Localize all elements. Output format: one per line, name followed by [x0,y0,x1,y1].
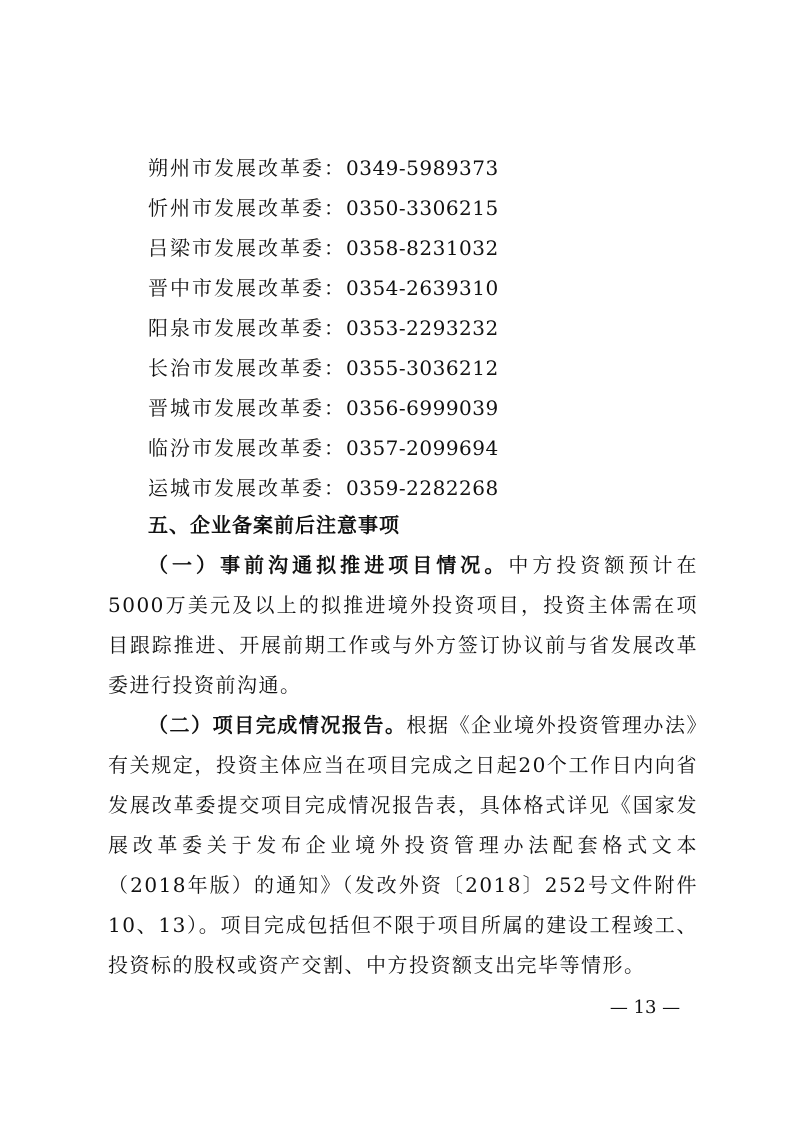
contact-phone: 0349-5989373 [346,156,499,180]
paragraph-completion-report [108,705,698,985]
contact-list [148,148,708,508]
contact-label: 晋城市发展改革委： [148,396,346,420]
contact-label: 阳泉市发展改革委： [148,316,346,340]
contact-label: 朔州市发展改革委： [148,156,346,180]
contact-phone: 0355-3036212 [346,356,499,380]
page-number: — 13 — [609,997,681,1018]
paragraph-lead: （一）事前沟通拟推进项目情况。 [148,553,509,577]
contact-phone: 0358-8231032 [346,236,499,260]
contact-phone: 0353-2293232 [346,316,499,340]
contact-line [148,388,708,428]
contact-line [148,148,708,188]
contact-label: 长治市发展改革委： [148,356,346,380]
contact-label: 运城市发展改革委： [148,476,346,500]
contact-phone: 0356-6999039 [346,396,499,420]
contact-line [148,348,708,388]
contact-line [148,268,708,308]
contact-phone: 0350-3306215 [346,196,499,220]
contact-line [148,428,708,468]
contact-line [148,308,708,348]
contact-line [148,228,708,268]
contact-phone: 0357-2099694 [346,436,499,460]
paragraph-lead: （二）项目完成情况报告。 [148,713,407,737]
contact-phone: 0359-2282268 [346,476,499,500]
contact-label: 临汾市发展改革委： [148,436,346,460]
paragraph-body: 根据《企业境外投资管理办法》有关规定，投资主体应当在项目完成之日起20个工作日内向省发展改革委提交项目完成情况报告表，具体格式详见《国家发展改革委关于发布企业境外投资管理办法配套格式文本（2018年版）的通知》（发改外资〔2018〕252号文件附件10、13）。项目完成包括但不限于项目所属的建设工程竣工、投资标的股权或资产交割、中方投资额支出完毕等情形。 [108,713,699,977]
contact-line [148,188,708,228]
contact-label: 忻州市发展改革委： [148,196,346,220]
contact-line [148,468,708,508]
paragraph-prior-communication [108,545,698,705]
contact-phone: 0354-2639310 [346,276,499,300]
paragraph-body: 中方投资额预计在5000万美元及以上的拟推进境外投资项目，投资主体需在项目跟踪推进、开展前期工作或与外方签订协议前与省发展改革委进行投资前沟通。 [108,553,699,697]
contact-label: 吕梁市发展改革委： [148,236,346,260]
contact-label: 晋中市发展改革委： [148,276,346,300]
section-heading: 五、企业备案前后注意事项 [148,513,400,537]
